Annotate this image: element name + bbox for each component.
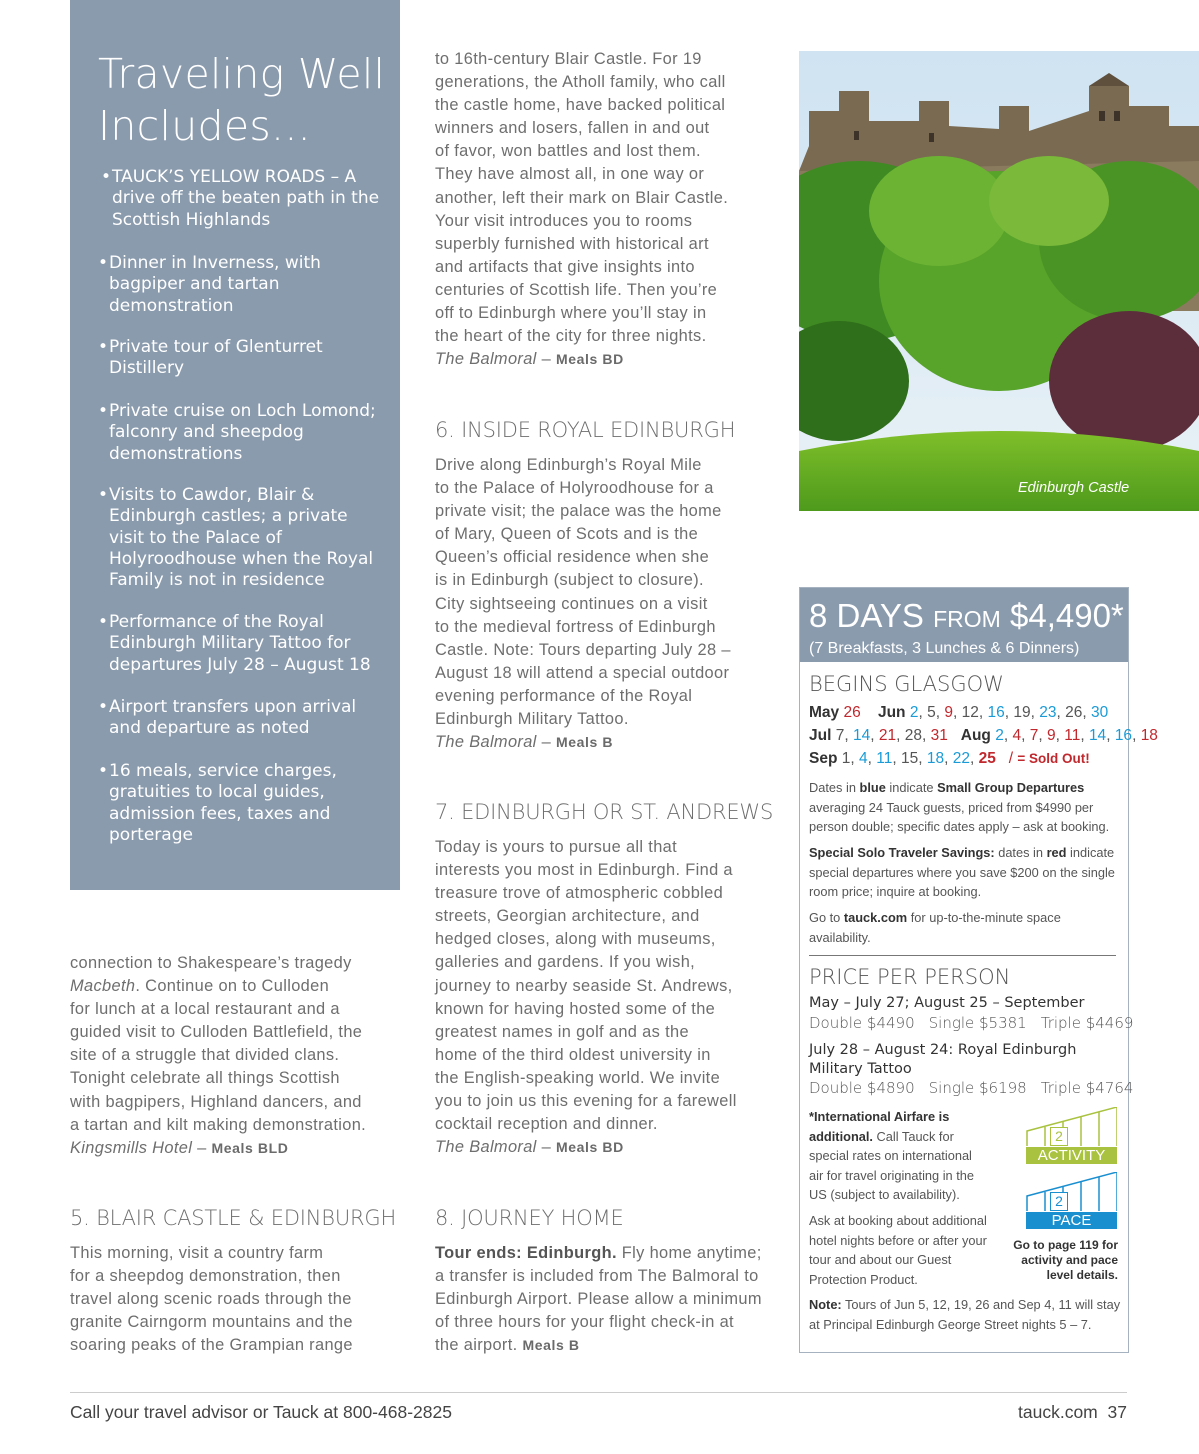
price-period-1-values: Double $4490 Single $5381 Triple $4469: [809, 1014, 1134, 1032]
activity-pace-reference: Go to page 119 for activity and pace level details.: [1013, 1238, 1118, 1282]
day4-continued: connection to Shakespeare’s tragedy Macbeth. Continue on to Culloden for lunch at a local restaurant and a guided visit to Culloden Battlefield, the site of a struggle that divided clans. Tonight celebrate all things Scottish with bagpipers, Highland dancers, and a tartan and kilt making demonstration. Kingsmills Hotel – Meals BLD: [70, 954, 367, 1157]
day6-text: Drive along Edinburgh’s Royal Mile to the Palace of Holyroodhouse for a private visit; the palace was the home of Mary, Queen of Scots and is the Queen’s official residence when she is in Edinburgh (subject to closure). City sightseeing continues on a visit to the medieval fortress of Edinburgh Castle. Note: Tours departing July 28 – August 18 will attend a special outdoor evening performance of the Royal Edinburgh Military Tattoo. The Balmoral – Meals B: [435, 456, 731, 752]
include-item: • Airport transfers upon arrival and departure as noted: [98, 697, 357, 739]
divider: [809, 955, 1116, 956]
airfare-note: *International Airfare is additional. Call Tauck for special rates on international air for travel originating in the US (subject to availability).: [809, 1109, 975, 1202]
day7-text: Today is yours to pursue all that interests you most in Edinburgh. Find a treasure trove of atmospheric cobbled streets, Georgian architecture, and hedged closes, along with museums, galleries and gardens. If you wish, journey to nearby seaside St. Andrews, known for having hosted some of the greatest names in golf and as the home of the third oldest university in the English-speaking world. We invite you to join us this evening for a farewell cocktail reception and dinner. The Balmoral – Meals BD: [435, 838, 737, 1157]
footer-site-link[interactable]: tauck.com: [1018, 1402, 1098, 1422]
activity-level-badge: 2 ACTIVITY: [1026, 1107, 1117, 1163]
extra-nights-note: Ask at booking about additional hotel nights before or after your tour and about our Guest Protection Product.: [809, 1213, 987, 1287]
price-period-1: May – July 27; August 25 – September: [809, 995, 1085, 1011]
day8-text: Tour ends: Edinburgh. Fly home anytime; a transfer is included from The Balmoral to Edinburgh Airport. Please allow a minimum of three hours for your flight check-in at the airport. Meals B: [435, 1244, 762, 1355]
price-period-2: July 28 – August 24: Royal Edinburgh Military Tattoo: [809, 1042, 1077, 1077]
pace-level-badge: 2 PACE: [1026, 1172, 1117, 1229]
footer-divider: [70, 1392, 1127, 1393]
tour-duration-price: 8 DAYS FROM $4,490*: [809, 597, 1124, 634]
meals-summary: (7 Breakfasts, 3 Lunches & 6 Dinners): [809, 640, 1080, 657]
tauck-link[interactable]: tauck.com: [843, 910, 908, 925]
include-item: • Private tour of Glenturret Distillery: [98, 337, 323, 379]
include-item: • TAUCK’S YELLOW ROADS – A drive off the beaten path in the Scottish Highlands: [101, 167, 380, 230]
day5-heading: 5. BLAIR CASTLE & EDINBURGH: [70, 1206, 397, 1230]
departure-dates-row: Sep 1, 4, 11, 15, 18, 22, 25 / = Sold Out!: [809, 750, 1090, 767]
day5-text: This morning, visit a country farm for a sheepdog demonstration, then travel along scenic roads through the granite Cairngorm mountains and the soaring peaks of the Grampian range: [70, 1244, 353, 1355]
small-group-note: Dates in blue indicate Small Group Departures averaging 24 Tauck guests, priced from $4990 per person double; specific dates apply – ask at booking.: [809, 780, 1110, 834]
begins-heading: BEGINS GLASGOW: [809, 672, 1004, 696]
page-number: 37: [1107, 1402, 1127, 1422]
edinburgh-castle-photo: [799, 51, 1199, 511]
day5-continued: to 16th-century Blair Castle. For 19 generations, the Atholl family, who call the castle home, have backed political winners and losers, fallen in and out of favor, won battles and lost them. They have almost all, in one way or another, left their mark on Blair Castle. Your visit introduces you to rooms superbly furnished with historical art and artifacts that give insights into centuries of Scottish life. Then you’re off to Edinburgh where you’ll stay in the heart of the city for three nights. The Balmoral – Meals BD: [435, 50, 729, 369]
price-period-2-values: Double $4890 Single $6198 Triple $4764: [809, 1079, 1134, 1097]
day7-heading: 7. EDINBURGH OR ST. ANDREWS: [435, 800, 774, 824]
availability-note: Go to tauck.com for up-to-the-minute space availability.: [809, 910, 1061, 945]
footer-right: [1018, 1402, 1127, 1423]
price-per-person-heading: PRICE PER PERSON: [809, 965, 1011, 989]
hotel-note: Note: Tours of Jun 5, 12, 19, 26 and Sep 4, 11 will stay at Principal Edinburgh George Street nights 5 – 7.: [809, 1297, 1121, 1332]
departure-dates-row: May 26 Jun 2, 5, 9, 12, 16, 19, 23, 26, 30: [809, 704, 1109, 721]
include-item: • Dinner in Inverness, with bagpiper and tartan demonstration: [98, 253, 321, 316]
activity-bars-icon: [1026, 1107, 1117, 1147]
day8-heading: 8. JOURNEY HOME: [435, 1206, 624, 1230]
footer-contact: Call your travel advisor or Tauck at 800-468-2825: [70, 1402, 452, 1422]
include-item: • 16 meals, service charges, gratuities to local guides, admission fees, taxes and porterage: [98, 761, 337, 845]
departure-dates-row: Jul 7, 14, 21, 28, 31 Aug 2, 4, 7, 9, 11, 14, 16, 18: [809, 727, 1158, 744]
photo-caption: Edinburgh Castle: [1018, 480, 1130, 496]
include-item: • Private cruise on Loch Lomond; falconry and sheepdog demonstrations: [98, 401, 376, 464]
sidebar-title: Traveling Well Includes...: [98, 50, 386, 150]
include-item: • Visits to Cawdor, Blair & Edinburgh castles; a private visit to the Palace of Holyroodhouse when the Royal Family is not in residence: [98, 485, 374, 591]
solo-traveler-note: Special Solo Traveler Savings: dates in red indicate special departures where you save $200 on the single room price; inquire at booking.: [809, 845, 1115, 899]
include-item: • Performance of the Royal Edinburgh Military Tattoo for departures July 28 – August 18: [98, 612, 371, 675]
pace-bars-icon: [1026, 1172, 1117, 1212]
day6-heading: 6. INSIDE ROYAL EDINBURGH: [435, 418, 736, 442]
